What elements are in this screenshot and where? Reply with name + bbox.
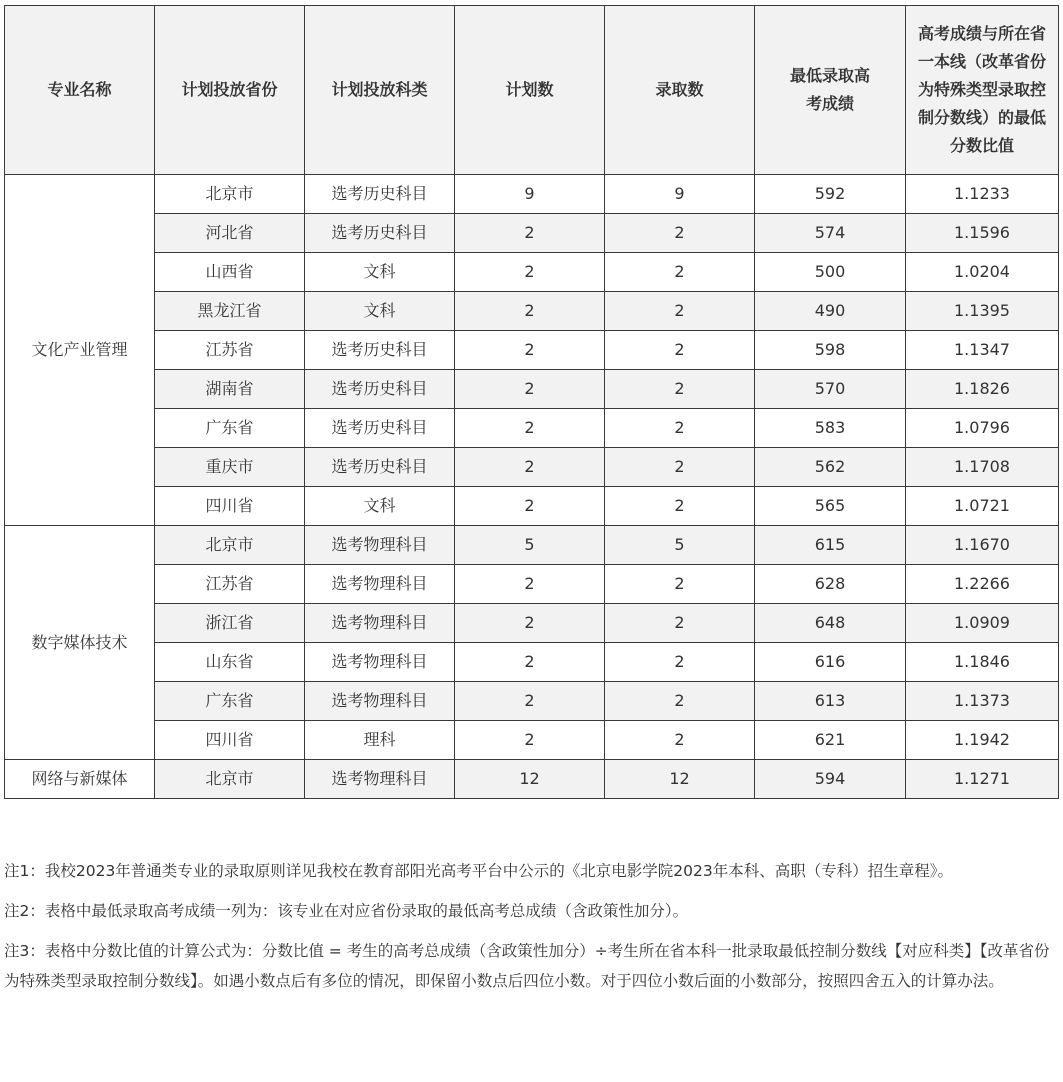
table-row — [5, 214, 1059, 253]
category-cell: 选考物理科目 — [305, 565, 455, 604]
province-cell: 江苏省 — [155, 331, 305, 370]
category-cell: 选考历史科目 — [305, 331, 455, 370]
ratio-cell: 1.1942 — [906, 721, 1059, 760]
table-body — [5, 175, 1059, 799]
province-cell: 北京市 — [155, 175, 305, 214]
note-1: 注1：我校2023年普通类专业的录取原则详见我校在教育部阳光高考平台中公示的《北京电影学院2023年本科、高职（专科）招生章程》。 — [4, 862, 954, 880]
header-row — [5, 6, 1059, 175]
ratio-cell: 1.0909 — [906, 604, 1059, 643]
min-score-cell: 594 — [755, 760, 906, 799]
note-2: 注2：表格中最低录取高考成绩一列为：该专业在对应省份录取的最低高考总成绩（含政策性加分）。 — [4, 902, 689, 920]
plan-cell: 2 — [455, 370, 605, 409]
notes-section — [4, 856, 1060, 1006]
province-cell: 山西省 — [155, 253, 305, 292]
table-row — [5, 409, 1059, 448]
plan-cell: 2 — [455, 487, 605, 526]
plan-cell: 2 — [455, 643, 605, 682]
plan-cell: 2 — [455, 292, 605, 331]
admitted-cell: 2 — [605, 331, 755, 370]
plan-cell: 2 — [455, 682, 605, 721]
admitted-cell: 12 — [605, 760, 755, 799]
admitted-cell: 5 — [605, 526, 755, 565]
category-cell: 文科 — [305, 487, 455, 526]
plan-cell: 2 — [455, 409, 605, 448]
table-row — [5, 721, 1059, 760]
province-cell: 北京市 — [155, 760, 305, 799]
plan-cell: 2 — [455, 448, 605, 487]
admitted-cell: 2 — [605, 292, 755, 331]
min-score-cell: 621 — [755, 721, 906, 760]
table-row — [5, 370, 1059, 409]
plan-cell: 2 — [455, 721, 605, 760]
admitted-cell: 2 — [605, 253, 755, 292]
category-cell: 理科 — [305, 721, 455, 760]
ratio-cell: 1.1826 — [906, 370, 1059, 409]
ratio-cell: 1.1596 — [906, 214, 1059, 253]
major-name-cell: 文化产业管理 — [5, 175, 155, 526]
min-score-cell: 613 — [755, 682, 906, 721]
header-major: 专业名称 — [5, 6, 155, 175]
category-cell: 选考历史科目 — [305, 409, 455, 448]
province-cell: 江苏省 — [155, 565, 305, 604]
admission-table — [4, 5, 1059, 799]
category-cell: 文科 — [305, 292, 455, 331]
major-name-cell: 网络与新媒体 — [5, 760, 155, 799]
min-score-cell: 500 — [755, 253, 906, 292]
plan-cell: 2 — [455, 214, 605, 253]
ratio-cell: 1.1373 — [906, 682, 1059, 721]
min-score-cell: 583 — [755, 409, 906, 448]
category-cell: 选考历史科目 — [305, 175, 455, 214]
ratio-cell: 1.1670 — [906, 526, 1059, 565]
ratio-cell: 1.0796 — [906, 409, 1059, 448]
plan-cell: 2 — [455, 565, 605, 604]
table-header — [5, 6, 1059, 175]
header-plan: 计划数 — [455, 6, 605, 175]
table-row — [5, 526, 1059, 565]
ratio-cell: 1.0721 — [906, 487, 1059, 526]
admitted-cell: 2 — [605, 409, 755, 448]
province-cell: 湖南省 — [155, 370, 305, 409]
admitted-cell: 2 — [605, 370, 755, 409]
table-row — [5, 448, 1059, 487]
min-score-cell: 648 — [755, 604, 906, 643]
admitted-cell: 2 — [605, 487, 755, 526]
category-cell: 文科 — [305, 253, 455, 292]
plan-cell: 5 — [455, 526, 605, 565]
plan-cell: 2 — [455, 604, 605, 643]
table-row — [5, 253, 1059, 292]
min-score-cell: 562 — [755, 448, 906, 487]
header-ratio: 高考成绩与所在省一本线（改革省份为特殊类型录取控制分数线）的最低分数比值 — [906, 6, 1059, 175]
admitted-cell: 2 — [605, 214, 755, 253]
header-category: 计划投放科类 — [305, 6, 455, 175]
table-row — [5, 487, 1059, 526]
province-cell: 四川省 — [155, 721, 305, 760]
table-row — [5, 565, 1059, 604]
header-admitted: 录取数 — [605, 6, 755, 175]
ratio-cell: 1.1233 — [906, 175, 1059, 214]
ratio-cell: 1.2266 — [906, 565, 1059, 604]
category-cell: 选考物理科目 — [305, 526, 455, 565]
province-cell: 四川省 — [155, 487, 305, 526]
header-province: 计划投放省份 — [155, 6, 305, 175]
province-cell: 河北省 — [155, 214, 305, 253]
admitted-cell: 9 — [605, 175, 755, 214]
province-cell: 重庆市 — [155, 448, 305, 487]
province-cell: 广东省 — [155, 682, 305, 721]
major-name-cell: 数字媒体技术 — [5, 526, 155, 760]
min-score-cell: 592 — [755, 175, 906, 214]
min-score-cell: 574 — [755, 214, 906, 253]
table-row — [5, 175, 1059, 214]
province-cell: 山东省 — [155, 643, 305, 682]
category-cell: 选考物理科目 — [305, 604, 455, 643]
admitted-cell: 2 — [605, 721, 755, 760]
category-cell: 选考历史科目 — [305, 448, 455, 487]
min-score-cell: 628 — [755, 565, 906, 604]
note-3: 注3：表格中分数比值的计算公式为：分数比值 = 考生的高考总成绩（含政策性加分）÷考生所在省本科一批录取最低控制分数线【对应科类】【改革省份为特殊类型录取控制分数线】。如遇小数点后有多位的情况，即保留小数点后四位小数。对于四位小数后面的小数部分，按照四舍五入的计算办法。 — [4, 942, 1050, 990]
table-row — [5, 643, 1059, 682]
category-cell: 选考物理科目 — [305, 760, 455, 799]
category-cell: 选考历史科目 — [305, 370, 455, 409]
admitted-cell: 2 — [605, 682, 755, 721]
admitted-cell: 2 — [605, 565, 755, 604]
min-score-cell: 565 — [755, 487, 906, 526]
table-row — [5, 760, 1059, 799]
min-score-cell: 615 — [755, 526, 906, 565]
table-row — [5, 331, 1059, 370]
category-cell: 选考物理科目 — [305, 643, 455, 682]
header-min-score: 最低录取高考成绩 — [755, 6, 906, 175]
ratio-cell: 1.1395 — [906, 292, 1059, 331]
table-row — [5, 682, 1059, 721]
province-cell: 黑龙江省 — [155, 292, 305, 331]
admitted-cell: 2 — [605, 643, 755, 682]
min-score-cell: 598 — [755, 331, 906, 370]
plan-cell: 9 — [455, 175, 605, 214]
admitted-cell: 2 — [605, 604, 755, 643]
admitted-cell: 2 — [605, 448, 755, 487]
ratio-cell: 1.1347 — [906, 331, 1059, 370]
ratio-cell: 1.1846 — [906, 643, 1059, 682]
ratio-cell: 1.0204 — [906, 253, 1059, 292]
plan-cell: 2 — [455, 331, 605, 370]
ratio-cell: 1.1708 — [906, 448, 1059, 487]
table-row — [5, 292, 1059, 331]
min-score-cell: 616 — [755, 643, 906, 682]
plan-cell: 12 — [455, 760, 605, 799]
min-score-cell: 570 — [755, 370, 906, 409]
min-score-cell: 490 — [755, 292, 906, 331]
province-cell: 北京市 — [155, 526, 305, 565]
province-cell: 浙江省 — [155, 604, 305, 643]
ratio-cell: 1.1271 — [906, 760, 1059, 799]
category-cell: 选考历史科目 — [305, 214, 455, 253]
province-cell: 广东省 — [155, 409, 305, 448]
category-cell: 选考物理科目 — [305, 682, 455, 721]
plan-cell: 2 — [455, 253, 605, 292]
table-row — [5, 604, 1059, 643]
